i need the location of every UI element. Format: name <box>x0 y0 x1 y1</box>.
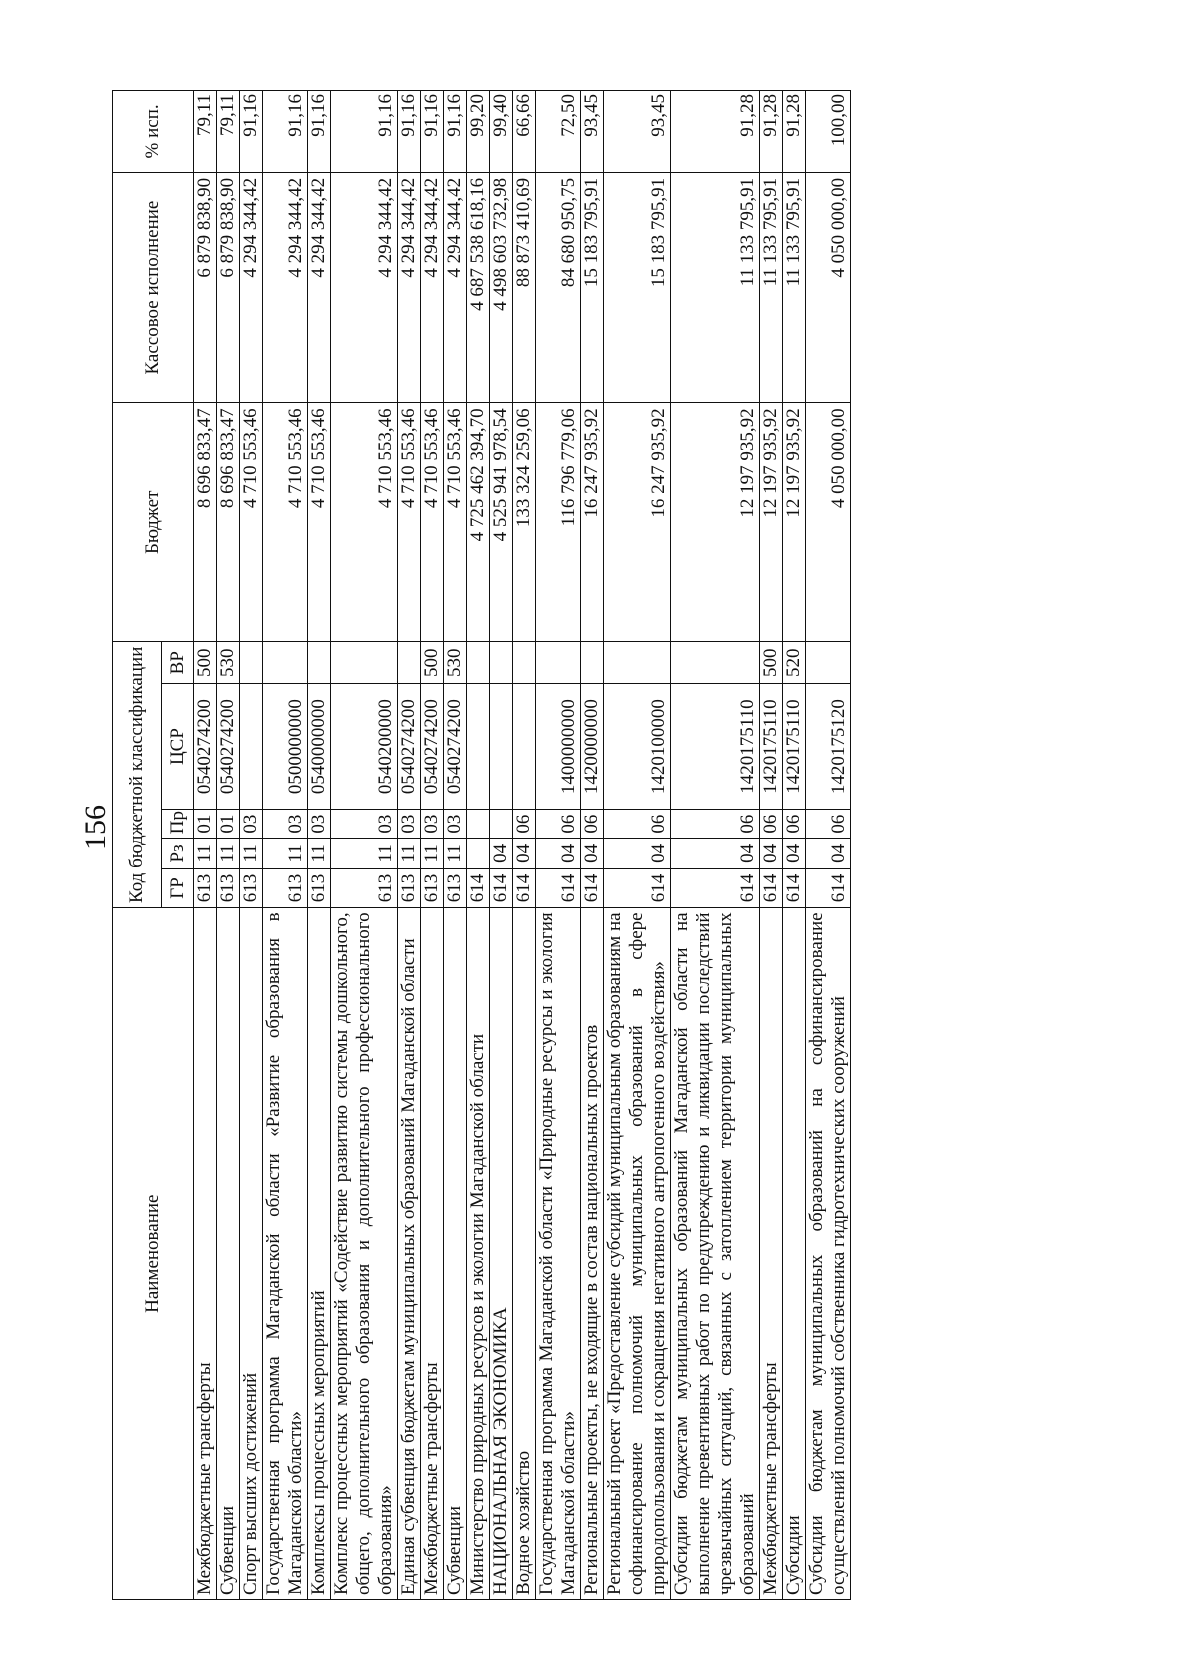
pr-cell: 03 <box>240 809 263 838</box>
gr-cell: 613 <box>217 868 240 908</box>
cash-cell: 6 879 838,90 <box>217 172 240 403</box>
table-row <box>217 91 240 1600</box>
cash-cell: 88 873 410,69 <box>513 172 536 403</box>
table-row <box>398 91 421 1600</box>
pr-cell: 06 <box>783 809 806 838</box>
pr-cell <box>467 809 490 838</box>
gr-cell: 614 <box>536 868 581 908</box>
header-code-group: Код бюджетной классификации <box>113 642 162 908</box>
rotated-page <box>112 90 1072 1600</box>
name-cell: НАЦИОНАЛЬНАЯ ЭКОНОМИКА <box>490 908 513 1600</box>
gr-cell: 614 <box>581 868 604 908</box>
table-row <box>671 91 760 1600</box>
cash-cell: 4 050 000,00 <box>806 172 851 403</box>
budget-cell: 133 324 259,06 <box>513 403 536 642</box>
pr-cell: 01 <box>217 809 240 838</box>
pct-cell: 100,00 <box>806 91 851 173</box>
vr-cell: 530 <box>217 642 240 684</box>
table-body <box>194 91 851 1600</box>
pct-cell: 91,28 <box>783 91 806 173</box>
cash-cell: 15 183 795,91 <box>581 172 604 403</box>
pct-cell: 66,66 <box>513 91 536 173</box>
gr-cell: 613 <box>194 868 217 908</box>
table-row <box>604 91 671 1600</box>
table-header <box>113 91 194 1600</box>
rz-cell: 04 <box>490 839 513 868</box>
gr-cell: 613 <box>444 868 467 908</box>
rz-cell: 04 <box>604 839 671 868</box>
budget-cell: 12 197 935,92 <box>760 403 783 642</box>
csr-cell: 1420175110 <box>783 684 806 810</box>
csr-cell: 0540000000 <box>308 684 331 810</box>
csr-cell: 0540274200 <box>421 684 444 810</box>
pct-cell: 93,45 <box>581 91 604 173</box>
table-row <box>806 91 851 1600</box>
csr-cell: 1420175110 <box>671 684 760 810</box>
name-cell: Межбюджетные трансферты <box>194 908 217 1600</box>
name-cell: Субвенции <box>444 908 467 1600</box>
cash-cell: 15 183 795,91 <box>604 172 671 403</box>
cash-cell: 4 294 344,42 <box>421 172 444 403</box>
csr-cell: 1420175110 <box>760 684 783 810</box>
rz-cell: 04 <box>760 839 783 868</box>
gr-cell: 614 <box>467 868 490 908</box>
rz-cell: 11 <box>331 839 398 868</box>
name-cell: Региональные проекты, не входящие в состав национальных проектов <box>581 908 604 1600</box>
rz-cell: 04 <box>671 839 760 868</box>
pr-cell: 06 <box>513 809 536 838</box>
pr-cell: 06 <box>760 809 783 838</box>
csr-cell: 0540274200 <box>444 684 467 810</box>
budget-cell: 8 696 833,47 <box>217 403 240 642</box>
name-cell: Комплекс процессных мероприятий «Содействие развитию системы дошкольного, общего, дополнительного образования и дополнительного профессионального образования» <box>331 908 398 1600</box>
name-cell: Комплексы процессных мероприятий <box>308 908 331 1600</box>
vr-cell: 520 <box>783 642 806 684</box>
cash-cell: 11 133 795,91 <box>783 172 806 403</box>
budget-table <box>112 90 851 1600</box>
name-cell: Субсидии <box>783 908 806 1600</box>
budget-cell: 4 050 000,00 <box>806 403 851 642</box>
rz-cell: 11 <box>421 839 444 868</box>
csr-cell: 0540274200 <box>398 684 421 810</box>
budget-cell: 12 197 935,92 <box>783 403 806 642</box>
vr-cell <box>671 642 760 684</box>
vr-cell <box>490 642 513 684</box>
pr-cell: 03 <box>398 809 421 838</box>
pr-cell: 06 <box>671 809 760 838</box>
budget-cell: 16 247 935,92 <box>604 403 671 642</box>
rz-cell: 11 <box>240 839 263 868</box>
gr-cell: 614 <box>604 868 671 908</box>
gr-cell: 613 <box>263 868 308 908</box>
budget-cell: 12 197 935,92 <box>671 403 760 642</box>
header-name: Наименование <box>113 908 194 1600</box>
vr-cell: 500 <box>421 642 444 684</box>
table-row <box>240 91 263 1600</box>
rz-cell <box>467 839 490 868</box>
pct-cell: 93,45 <box>604 91 671 173</box>
vr-cell: 500 <box>760 642 783 684</box>
name-cell: Субсидии бюджетам муниципальных образований Магаданской области на выполнение превентивных работ по предупреждению и ликвидации последствий чрезвычайных ситуаций, связанных с затоплением территории муниципальных образований <box>671 908 760 1600</box>
table-row <box>783 91 806 1600</box>
vr-cell <box>806 642 851 684</box>
page-number: 156 <box>79 805 112 850</box>
gr-cell: 614 <box>783 868 806 908</box>
cash-cell: 4 294 344,42 <box>240 172 263 403</box>
rz-cell: 04 <box>581 839 604 868</box>
vr-cell <box>604 642 671 684</box>
header-budget: Бюджет <box>113 403 194 642</box>
pct-cell: 99,40 <box>490 91 513 173</box>
pr-cell: 06 <box>604 809 671 838</box>
pr-cell: 03 <box>444 809 467 838</box>
name-cell: Спорт высших достижений <box>240 908 263 1600</box>
cash-cell: 4 294 344,42 <box>263 172 308 403</box>
csr-cell: 1420175120 <box>806 684 851 810</box>
pct-cell: 72,50 <box>536 91 581 173</box>
header-gr: ГР <box>162 868 194 908</box>
name-cell: Водное хозяйство <box>513 908 536 1600</box>
gr-cell: 614 <box>513 868 536 908</box>
table-row <box>490 91 513 1600</box>
name-cell: Единая субвенция бюджетам муниципальных образований Магаданской области <box>398 908 421 1600</box>
pr-cell: 06 <box>581 809 604 838</box>
budget-cell: 4 710 553,46 <box>398 403 421 642</box>
pct-cell: 91,16 <box>331 91 398 173</box>
gr-cell: 613 <box>398 868 421 908</box>
pct-cell: 91,16 <box>240 91 263 173</box>
budget-cell: 4 710 553,46 <box>263 403 308 642</box>
rz-cell: 04 <box>536 839 581 868</box>
header-pr: Пр <box>162 809 194 838</box>
pct-cell: 91,28 <box>671 91 760 173</box>
table-row <box>581 91 604 1600</box>
budget-cell: 4 710 553,46 <box>331 403 398 642</box>
vr-cell <box>467 642 490 684</box>
vr-cell: 500 <box>194 642 217 684</box>
table-row <box>760 91 783 1600</box>
pct-cell: 91,16 <box>398 91 421 173</box>
rz-cell: 11 <box>263 839 308 868</box>
vr-cell <box>398 642 421 684</box>
csr-cell: 0540274200 <box>194 684 217 810</box>
name-cell: Межбюджетные трансферты <box>760 908 783 1600</box>
name-cell: Межбюджетные трансферты <box>421 908 444 1600</box>
pr-cell: 06 <box>536 809 581 838</box>
budget-cell: 4 710 553,46 <box>308 403 331 642</box>
pct-cell: 79,11 <box>217 91 240 173</box>
pct-cell: 91,16 <box>308 91 331 173</box>
table-row <box>444 91 467 1600</box>
vr-cell <box>513 642 536 684</box>
header-vr: ВР <box>162 642 194 684</box>
gr-cell: 613 <box>331 868 398 908</box>
table-row <box>513 91 536 1600</box>
gr-cell: 613 <box>421 868 444 908</box>
rz-cell: 11 <box>217 839 240 868</box>
budget-cell: 4 710 553,46 <box>444 403 467 642</box>
csr-cell: 1420100000 <box>604 684 671 810</box>
vr-cell: 530 <box>444 642 467 684</box>
budget-cell: 4 710 553,46 <box>240 403 263 642</box>
budget-cell: 116 796 779,06 <box>536 403 581 642</box>
cash-cell: 11 133 795,91 <box>671 172 760 403</box>
rz-cell: 11 <box>398 839 421 868</box>
budget-cell: 4 525 941 978,54 <box>490 403 513 642</box>
pct-cell: 91,28 <box>760 91 783 173</box>
table-row <box>421 91 444 1600</box>
table-row <box>536 91 581 1600</box>
csr-cell <box>467 684 490 810</box>
pr-cell <box>490 809 513 838</box>
cash-cell: 84 680 950,75 <box>536 172 581 403</box>
vr-cell <box>581 642 604 684</box>
table-row <box>467 91 490 1600</box>
budget-cell: 4 725 462 394,70 <box>467 403 490 642</box>
rz-cell: 11 <box>444 839 467 868</box>
name-cell: Региональный проект «Предоставление субсидий муниципальным образованиям на софинансирование полномочий муниципальных образований в сфере природопользования и сокращения негативного антропогенного воздействия» <box>604 908 671 1600</box>
gr-cell: 614 <box>490 868 513 908</box>
cash-cell: 4 294 344,42 <box>398 172 421 403</box>
rz-cell: 04 <box>513 839 536 868</box>
vr-cell <box>308 642 331 684</box>
header-csr: ЦСР <box>162 684 194 810</box>
table-row <box>331 91 398 1600</box>
cash-cell: 4 687 538 618,16 <box>467 172 490 403</box>
pr-cell: 03 <box>331 809 398 838</box>
pr-cell: 03 <box>421 809 444 838</box>
name-cell: Субсидии бюджетам муниципальных образований на софинансирование осуществлений полномочий собственника гидротехнических сооружений <box>806 908 851 1600</box>
budget-cell: 8 696 833,47 <box>194 403 217 642</box>
table-row <box>263 91 308 1600</box>
pr-cell: 06 <box>806 809 851 838</box>
pr-cell: 03 <box>308 809 331 838</box>
name-cell: Субвенции <box>217 908 240 1600</box>
pct-cell: 79,11 <box>194 91 217 173</box>
gr-cell: 613 <box>240 868 263 908</box>
csr-cell <box>490 684 513 810</box>
cash-cell: 11 133 795,91 <box>760 172 783 403</box>
cash-cell: 4 294 344,42 <box>444 172 467 403</box>
cash-cell: 6 879 838,90 <box>194 172 217 403</box>
gr-cell: 614 <box>806 868 851 908</box>
table-row <box>194 91 217 1600</box>
pct-cell: 99,20 <box>467 91 490 173</box>
csr-cell <box>240 684 263 810</box>
header-rz: Рз <box>162 839 194 868</box>
pr-cell: 03 <box>263 809 308 838</box>
csr-cell: 0540200000 <box>331 684 398 810</box>
gr-cell: 614 <box>671 868 760 908</box>
rz-cell: 11 <box>194 839 217 868</box>
name-cell: Министерство природных ресурсов и экологии Магаданской области <box>467 908 490 1600</box>
pct-cell: 91,16 <box>263 91 308 173</box>
header-cash: Кассовое исполнение <box>113 172 194 403</box>
pct-cell: 91,16 <box>421 91 444 173</box>
cash-cell: 4 498 603 732,98 <box>490 172 513 403</box>
cash-cell: 4 294 344,42 <box>331 172 398 403</box>
vr-cell <box>263 642 308 684</box>
budget-cell: 4 710 553,46 <box>421 403 444 642</box>
pct-cell: 91,16 <box>444 91 467 173</box>
csr-cell: 0500000000 <box>263 684 308 810</box>
budget-cell: 16 247 935,92 <box>581 403 604 642</box>
pr-cell: 01 <box>194 809 217 838</box>
csr-cell: 1420000000 <box>581 684 604 810</box>
csr-cell <box>513 684 536 810</box>
rz-cell: 04 <box>806 839 851 868</box>
name-cell: Государственная программа Магаданской области «Природные ресурсы и экология Магаданской области» <box>536 908 581 1600</box>
vr-cell <box>536 642 581 684</box>
rz-cell: 04 <box>783 839 806 868</box>
vr-cell <box>240 642 263 684</box>
table-row <box>308 91 331 1600</box>
vr-cell <box>331 642 398 684</box>
cash-cell: 4 294 344,42 <box>308 172 331 403</box>
gr-cell: 613 <box>308 868 331 908</box>
csr-cell: 1400000000 <box>536 684 581 810</box>
gr-cell: 614 <box>760 868 783 908</box>
rz-cell: 11 <box>308 839 331 868</box>
csr-cell: 0540274200 <box>217 684 240 810</box>
header-pct: % исп. <box>113 91 194 173</box>
name-cell: Государственная программа Магаданской области «Развитие образования в Магаданской области» <box>263 908 308 1600</box>
